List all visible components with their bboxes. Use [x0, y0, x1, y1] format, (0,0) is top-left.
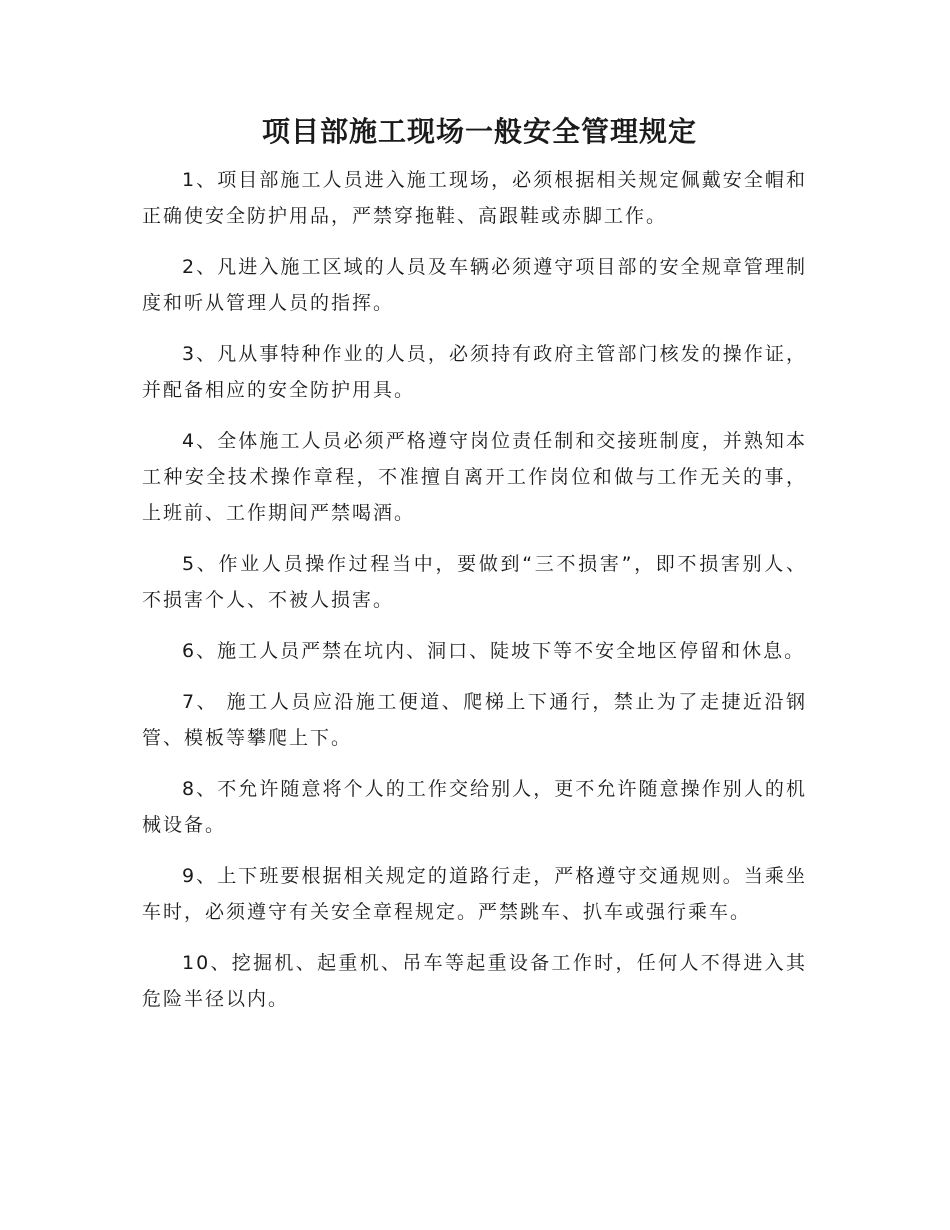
rule-paragraph-4: 4、全体施工人员必须严格遵守岗位责任制和交接班制度，并熟知本工种安全技术操作章程，不准擅自离开工作岗位和做与工作无关的事，上班前、工作期间严禁喝酒。	[142, 430, 807, 524]
rule-paragraph-6: 6、施工人员严禁在坑内、洞口、陡坡下等不安全地区停留和休息。	[182, 640, 806, 662]
rule-paragraph-7: 7、 施工人员应沿施工便道、爬梯上下通行，禁止为了走捷近沿钢管、模板等攀爬上下。	[142, 691, 807, 749]
rule-paragraph-10: 10、挖掘机、起重机、吊车等起重设备工作时，任何人不得进入其危险半径以内。	[142, 952, 807, 1010]
rule-paragraph-3: 3、凡从事特种作业的人员，必须持有政府主管部门核发的操作证，并配备相应的安全防护用具。	[142, 343, 807, 401]
rule-paragraph-1: 1、项目部施工人员进入施工现场，必须根据相关规定佩戴安全帽和正确使安全防护用品，严禁穿拖鞋、高跟鞋或赤脚工作。	[142, 169, 807, 227]
document-page	[142, 112, 807, 1032]
rule-paragraph-9: 9、上下班要根据相关规定的道路行走，严格遵守交通规则。当乘坐车时，必须遵守有关安全章程规定。严禁跳车、扒车或强行乘车。	[142, 865, 807, 923]
document-title: 项目部施工现场一般安全管理规定	[261, 115, 697, 148]
rule-paragraph-8: 8、不允许随意将个人的工作交给别人，更不允许随意操作别人的机械设备。	[142, 778, 807, 836]
rule-paragraph-5: 5、作业人员操作过程当中，要做到“三不损害”，即不损害别人、不损害个人、不被人损害。	[142, 553, 807, 611]
rule-paragraph-2: 2、凡进入施工区域的人员及车辆必须遵守项目部的安全规章管理制度和听从管理人员的指挥。	[142, 256, 807, 314]
